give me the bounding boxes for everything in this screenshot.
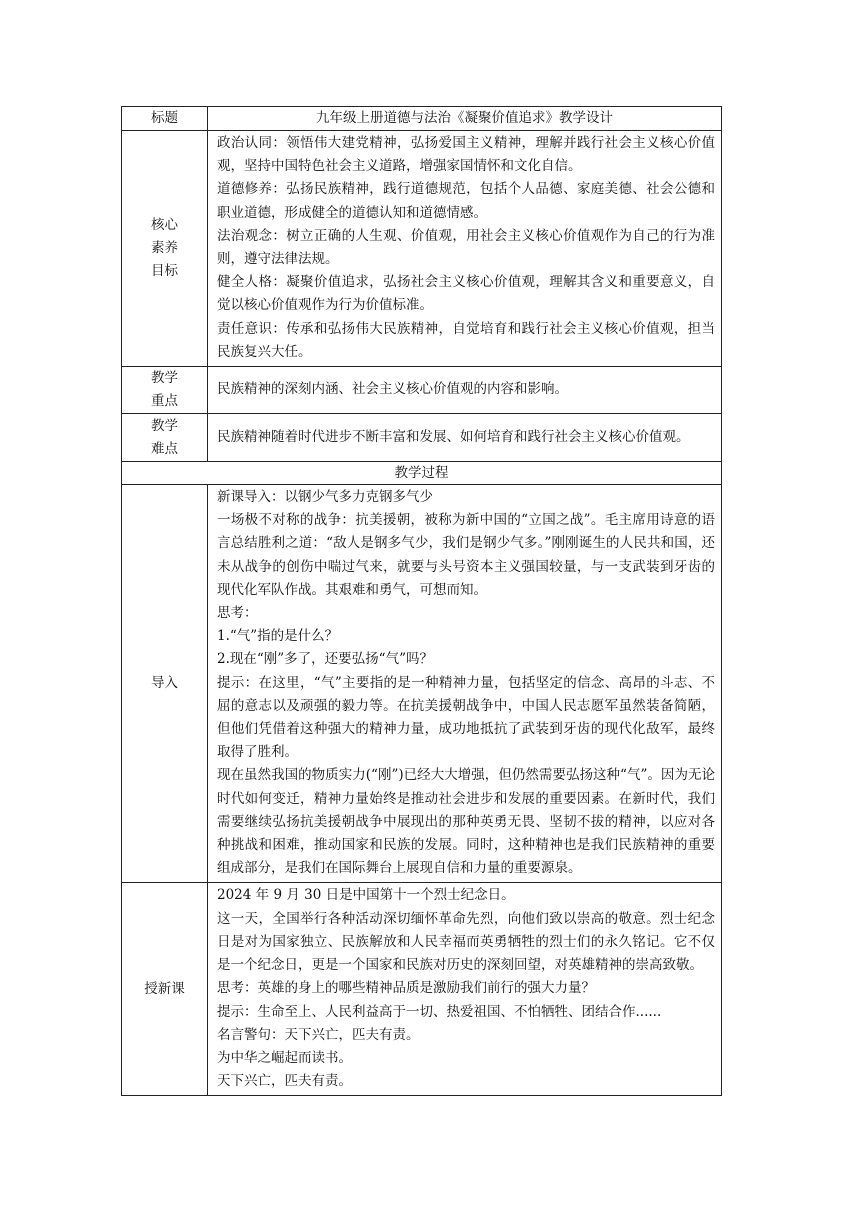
intro-hint: 提示：在这里，“气”主要指的是一种精神力量，包括坚定的信念、高昂的斗志、不屈的意志以及顽强的毅力等。在抗美援朝战争中，中国人民志愿军虽然装备简陋，但他们凭借着这种强大的精神力量，成功地抵抗了武装到牙齿的现代化敌军，最终取得了胜利。: [217, 674, 715, 761]
title-row: [122, 107, 722, 131]
key-points-label-line: 教学: [151, 370, 178, 387]
new-lesson-question: 思考：英雄的身上的哪些精神品质是激励我们前行的强大力量？: [217, 980, 595, 997]
core-goals-label-line: 核心: [151, 217, 178, 234]
goal-sound-personality: 健全人格：凝聚价值追求，弘扬社会主义核心价值观，理解其含义和重要意义，自觉以核心价值观作为行为价值标准。: [217, 274, 715, 314]
goal-moral-cultivation: 道德修养：弘扬民族精神，践行道德规范，包括个人品德、家庭美德、社会公德和职业道德，形成健全的道德认知和道德情感。: [217, 181, 715, 221]
new-lesson-label: 授新课: [122, 883, 208, 1096]
intro-story: 一场极不对称的战争：抗美援朝，被称为新中国的“立国之战”。毛主席用诗意的语言总结胜利之道：“敌人是钢多气少，我们是钢少气多。”刚刚诞生的人民共和国，还未从战争的创伤中喘过气来，就要与头号资本主义强国较量，与一支武装到牙齿的现代化军队作战。其艰难和勇气，可想而知。: [217, 512, 715, 598]
intro-think-label: 思考：: [217, 605, 258, 622]
difficulties-row: [122, 414, 722, 462]
goal-responsibility: 责任意识：传承和弘扬伟大民族精神，自觉培育和践行社会主义核心价值观，担当民族复兴大任。: [217, 320, 715, 360]
intro-content: [208, 485, 722, 883]
process-header-row: [122, 462, 722, 485]
key-points-row: [122, 367, 722, 414]
document-title: 九年级上册道德与法治《凝聚价值追求》教学设计: [208, 107, 722, 131]
new-lesson-date: 2024 年 9 月 30 日是中国第十一个烈士纪念日。: [217, 887, 515, 904]
core-goals-content: [208, 131, 722, 367]
title-label: 标题: [122, 107, 208, 131]
difficulties-label-line: 教学: [151, 417, 178, 434]
intro-explanation: 现在虽然我国的物质实力(“刚”)已经大大增强，但仍然需要弘扬这种“气”。因为无论时代如何变迁，精神力量始终是推动社会进步和发展的重要因素。在新时代，我们需要继续弘扬抗美援朝战争中展现出的那种英勇无畏、坚韧不拔的精神，以应对各种挑战和困难，推动国家和民族的发展。同时，这种精神也是我们民族精神的重要组成部分，是我们在国际舞台上展现自信和力量的重要源泉。: [217, 767, 715, 877]
key-points-label-line: 重点: [151, 393, 178, 410]
new-lesson-hint: 提示：生命至上、人民利益高于一切、热爱祖国、不怕牺牲、团结合作......: [217, 1003, 662, 1020]
teaching-process-heading: 教学过程: [122, 462, 722, 485]
core-goals-label-line: 素养: [151, 240, 178, 257]
new-lesson-content: [208, 883, 722, 1096]
new-lesson-quote-2: 为中华之崛起而读书。: [217, 1049, 352, 1066]
core-goals-label-line: 目标: [151, 263, 178, 280]
difficulties-content: 民族精神随着时代进步不断丰富和发展、如何培育和践行社会主义核心价值观。: [208, 414, 722, 462]
new-lesson-quote-3: 天下兴亡，匹夫有责。: [217, 1073, 352, 1090]
intro-heading: 新课导入：以钢少气多力克钢多气少: [217, 489, 433, 506]
goal-rule-of-law: 法治观念：树立正确的人生观、价值观，用社会主义核心价值观作为自己的行为准则，遵守法律法规。: [217, 227, 715, 268]
intro-label: 导入: [122, 485, 208, 883]
key-points-content: 民族精神的深刻内涵、社会主义核心价值观的内容和影响。: [208, 367, 722, 414]
key-points-label: [122, 367, 208, 414]
intro-row: [122, 485, 722, 883]
core-goals-row: [122, 131, 722, 367]
new-lesson-row: [122, 883, 722, 1096]
core-goals-label: [122, 131, 208, 367]
goal-political-identity: 政治认同：领悟伟大建党精神，弘扬爱国主义精神，理解并践行社会主义核心价值观，坚持中国特色社会主义道路，增强家国情怀和文化自信。: [217, 135, 715, 175]
intro-question-2: 2.现在“刚”多了，还要弘扬“气”吗？: [217, 651, 433, 668]
new-lesson-quote: 名言警句：天下兴亡，匹夫有责。: [217, 1026, 420, 1043]
new-lesson-story: 这一天，全国举行各种活动深切缅怀革命先烈，向他们致以崇高的敬意。烈士纪念日是对为国家独立、民族解放和人民幸福而英勇牺牲的烈士们的永久铭记。它不仅是一个纪念日，更是一个国家和民族对历史的深刻回望，对英雄精神的崇高致敬。: [217, 910, 715, 974]
intro-question-1: 1.“气”指的是什么？: [217, 628, 339, 645]
lesson-plan-sheet: [121, 106, 721, 1096]
lesson-plan-table: [121, 106, 722, 1096]
difficulties-label-line: 难点: [151, 440, 178, 457]
difficulties-label: [122, 414, 208, 462]
